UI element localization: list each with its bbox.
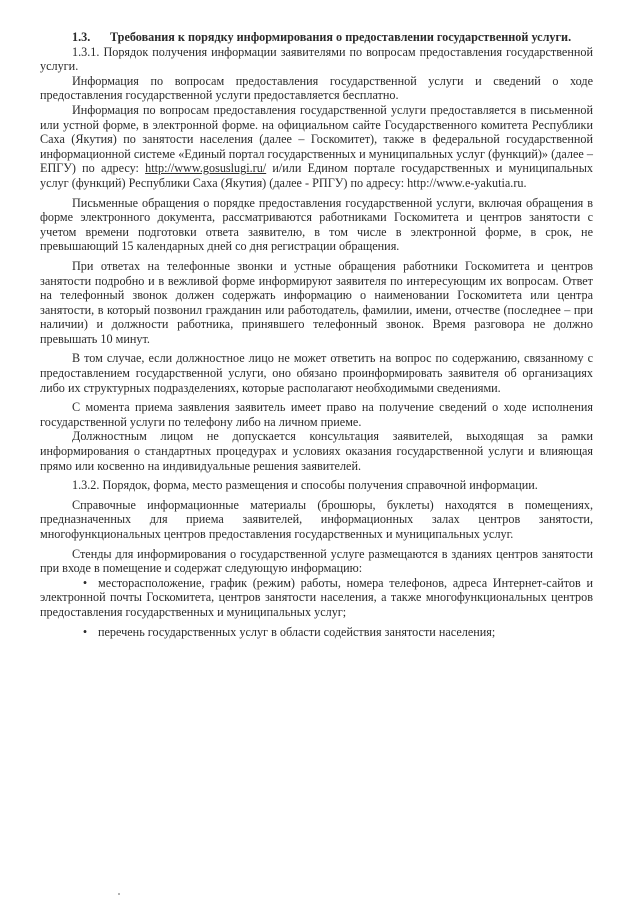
paragraph-referral: В том случае, если должностное лицо не может ответить на вопрос по содержанию, связанному с предоставлением государственной услуги, оно обязано проинформировать заявителя об организациях либо их структурных подразделениях, которые располагают необходимыми сведениями. <box>40 351 593 395</box>
paragraph-info-forms <box>40 103 593 191</box>
list-item-text: перечень государственных услуг в области содействия занятости населения; <box>98 624 496 639</box>
paragraph-reference-materials: Справочные информационные материалы (брошюры, буклеты) находятся в помещениях, предназначенных для приема заявителей, информационных залах центров занятости, многофункциональных центров предоставления государственных и муниципальных услуг. <box>40 497 593 541</box>
gosuslugi-link[interactable]: http://www.gosuslugi.ru/ <box>145 161 267 176</box>
bullet-icon: • <box>82 624 88 639</box>
section-heading <box>40 30 593 45</box>
paragraph-info-forms-tail: и/или Едином портале государственных и муниципальных услуг (функций) Республики Саха (Якутия) (далее - РПГУ) по адресу: http://www.e-yakutia.ru. <box>40 161 593 190</box>
paragraph-1-3-2: 1.3.2. Порядок, форма, место размещения и способы получения справочной информации. <box>72 478 538 493</box>
list-item <box>40 625 593 640</box>
paragraph-info-forms-text: Информация по вопросам предоставления государственной услуги предоставляется в письменной или устной форме, в электронной форме. на официальном сайте Государственного комитета Республики Саха (Якутия) по занятости населения (далее – Госкомитет), также в федеральной государственной информационной системе «Единый портал государственных и муниципальных услуг (функций)» (далее – ЕПГУ) по адресу: <box>40 102 593 176</box>
paragraph-1-3-1: 1.3.1. Порядок получения информации заявителями по вопросам предоставления государственной услуги. <box>40 44 593 74</box>
section-title: Требования к порядку информирования о предоставлении государственной услуги. <box>110 30 572 44</box>
paragraph-stands: Стенды для информирования о государственной услуге размещаются в зданиях центров занятости при входе в помещение и содержат следующую информацию: <box>40 546 593 576</box>
paragraph-free-info: Информация по вопросам предоставления государственной услуги и сведений о ходе предоставления государственной услуги предоставляется бесплатно. <box>40 73 593 103</box>
paragraph-phone-calls: При ответах на телефонные звонки и устные обращения работники Госкомитета и центров занятости подробно и в вежливой форме информируют заявителя по интересующим их вопросам. Ответ на телефонный звонок должен содержать информацию о наименовании Госкомитета или центра занятости, в который позвонил гражданин или работодатель, фамилии, имени, отчестве (последнее – при наличии) и должности работника, принявшего телефонный звонок. Время разговора не должно превышать 10 минут. <box>40 258 593 346</box>
paragraph-status-right: С момента приема заявления заявитель имеет право на получение сведений о ходе исполнения государственной услуги по телефону либо на личном приеме. <box>40 400 593 429</box>
paragraph-written-requests: Письменные обращения о порядке предоставления государственной услуги, включая обращения в форме электронного документа, рассматриваются работниками Госкомитета и центров занятости с учетом времени подготовки ответа заявителю, в том числе в электронной форме, в срок, не превышающий 15 календарных дней со дня регистрации обращения. <box>40 195 593 254</box>
paragraph-consultation-limits: Должностным лицом не допускается консультация заявителей, выходящая за рамки информирования о стандартных процедурах и условиях оказания государственной услуги и влияющая прямо или косвенно на индивидуальные решения заявителей. <box>40 429 593 473</box>
scan-speck <box>118 893 120 895</box>
list-item <box>40 576 593 620</box>
bullet-icon: • <box>82 575 88 590</box>
list-item-text: месторасположение, график (режим) работы, номера телефонов, адреса Интернет-сайтов и электронной почты Госкомитета, центров занятости населения, а также многофункциональных центров предоставления государственных и муниципальных услуг; <box>40 575 593 619</box>
document-page <box>40 30 593 639</box>
section-number: 1.3. <box>72 30 91 44</box>
